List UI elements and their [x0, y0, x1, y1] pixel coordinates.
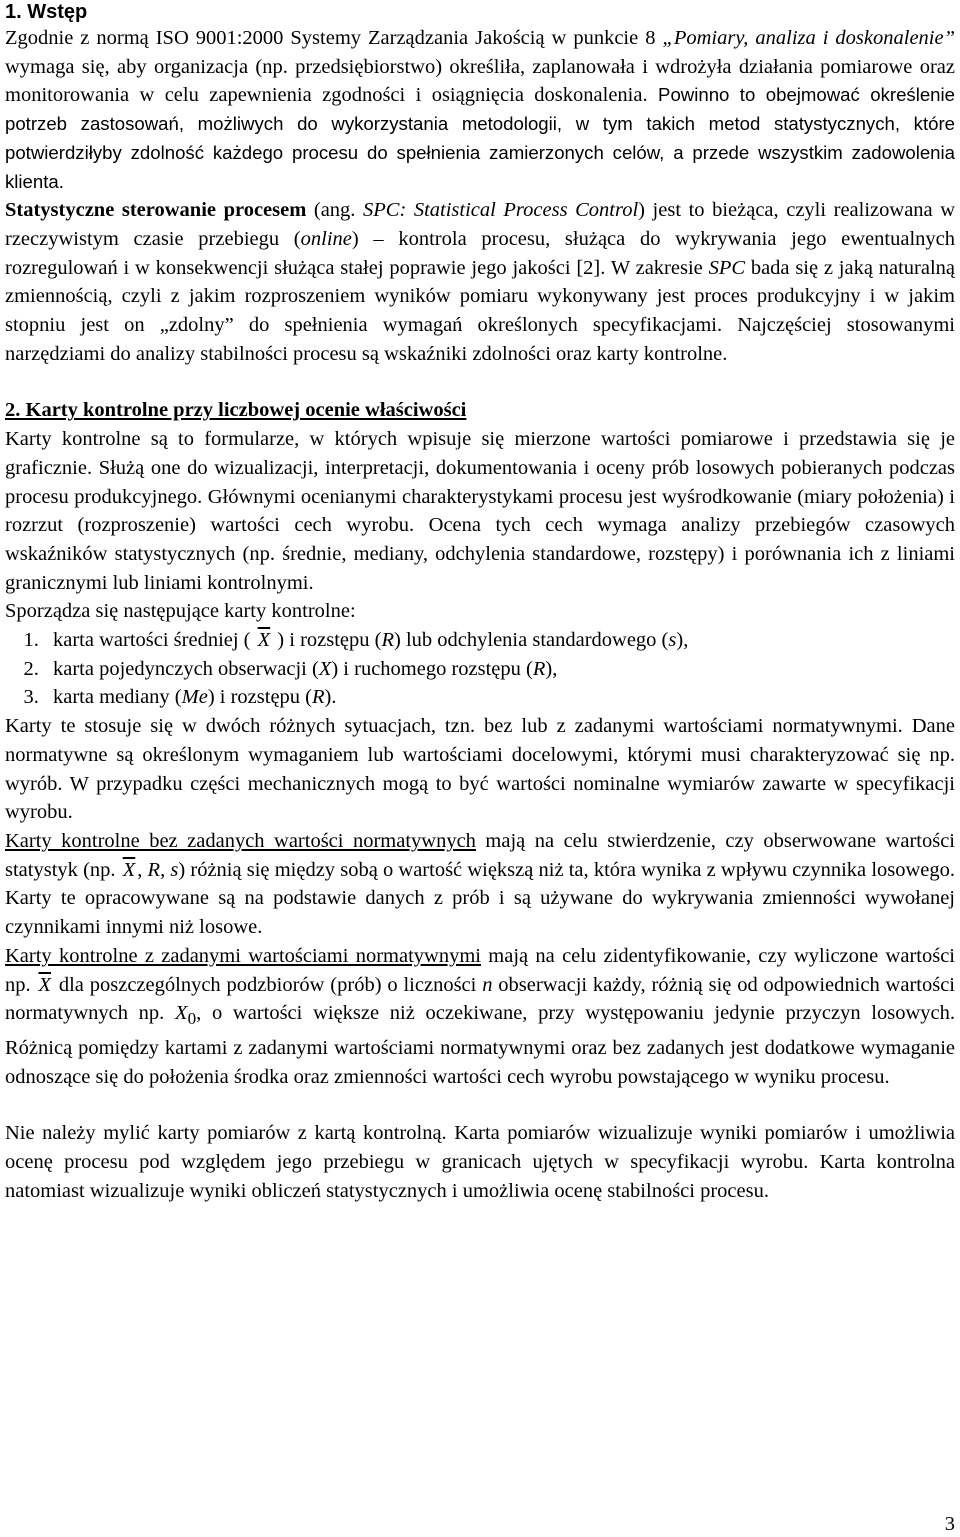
section-2-heading: 2. Karty kontrolne przy liczbowej ocenie właściwości: [5, 399, 467, 422]
section-2-paragraph-4: Karty kontrolne z zadanymi wartościami normatywnymi mają na celu zidentyfikowanie, czy wyliczone wartości np. $\overline{X}$ dla poszczególnych podzbiorów (prób) o liczności n obserwacji każdy, różnią się od odpowiednich wartości normatywnych np. $X_0$, o wartości większe niż oczekiwane, przy występowaniu jedynie przyczyn losowych. Różnicą pomiędzy kartami z zadanymi wartościami normatywnymi oraz bez zadanych jest dodatkowe wymaganie odnoszące się do położenia środka oraz zmienności wartości cech wyrobu powstającego w wyniku procesu.: [5, 944, 956, 1088]
section-1-paragraph-2: Statystyczne sterowanie procesem (ang. SPC: Statistical Process Control) jest to bieżąca, czyli realizowana w rzeczywistym czasie przebiegu (online) – kontrola procesu, służąca do wykrywania jego ewentualnych rozregulowań i w konsekwencji służąca stałej poprawie jego jakości [2]. W zakresie SPC bada się z jaką naturalną zmiennością, czyli z jakim rozproszeniem wyników pomiaru wykonywany jest proces produkcyjny i w jakim stopniu jest on „zdolny” do spełnienia wymagań określonych specyfikacjami. Najczęściej stosowanymi narzędziami do analizy stabilności procesu są wskaźniki zdolności oraz karty kontrolne.: [5, 199, 956, 365]
page-number: 3: [944, 1513, 955, 1535]
document-page: [5, 0, 955, 1206]
section-2-paragraph-1: Karty kontrolne są to formularze, w których wpisuje się mierzone wartości pomiarowe i przedstawia się je graficznie. Służą one do wizualizacji, interpretacji, dokumentowania i oceny prób losowych pobieranych podczas procesu produkcyjnego. Głównymi ocenianymi charakterystykami procesu jest wyśrodkowanie (miary położenia) i rozrzut (rozproszenie) wartości cech wyrobu. Ocena tych cech wymaga analizy przebiegów czasowych wskaźników statystycznych (np. średnie, mediany, odchylenia standardowe, rozstępy) i porównania ich z liniami granicznymi lub liniami kontrolnymi.: [5, 428, 955, 594]
section-2-paragraph-3: Karty kontrolne bez zadanych wartości normatywnych mają na celu stwierdzenie, czy obserwowane wartości statystyk (np. $\overline{X}$, R, s) różnią się między sobą o wartość większą niż ta, która wynika z wpływu czynnika losowego. Karty te opracowywane są na podstawie danych z prób i są używane do wykrywania zmienności wywołanej czynnikami innymi niż losowe.: [5, 829, 956, 939]
list-item: 3. karta mediany (Me) i rozstępu (R).: [44, 683, 955, 712]
section-1-heading: 1. Wstęp: [5, 1, 88, 23]
section-1-paragraph-1: Zgodnie z normą ISO 9001:2000 Systemy Zarządzania Jakością w punkcie 8 „Pomiary, analiza i doskonalenie” wymaga się, aby organizacja (np. przedsiębiorstwo) określiła, zaplanowała i wdrożyła działania pomiarowe oraz monitorowania w celu zapewnienia zgodności i osiągnięcia doskonalenia. Powinno to obejmować określenie potrzeb zastosowań, możliwych do wykorzystania metodologii, w tym takich metod statystycznych, które potwierdziłyby zdolność każdego procesu do spełnienia zamierzonych celów, a przede wszystkim zadowolenia klienta.: [5, 27, 955, 192]
list-intro: Sporządza się następujące karty kontrolne:: [5, 600, 356, 623]
list-item: 2. karta pojedynczych obserwacji (X) i ruchomego rozstępu (R),: [44, 655, 955, 684]
control-chart-list: [5, 626, 955, 712]
section-2-paragraph-5: Nie należy mylić karty pomiarów z kartą kontrolną. Karta pomiarów wizualizuje wyniki pomiarów i umożliwia ocenę procesu pod względem jego przebiegu w granicach ujętych w specyfikacji wyrobu. Karta kontrolna natomiast wizualizuje wyniki obliczeń statystycznych i umożliwia ocenę stabilności procesu.: [5, 1122, 955, 1202]
list-item: 1. karta wartości średniej ( $\overline{X}$ ) i rozstępu (R) lub odchylenia standardowego (s),: [44, 626, 955, 655]
section-2-paragraph-2: Karty te stosuje się w dwóch różnych sytuacjach, tzn. bez lub z zadanymi wartościami normatywnymi. Dane normatywne są określonym wymaganiem lub wartościami docelowymi, którymi musi charakteryzować się np. wyrób. W przypadku części mechanicznych mogą to być wartości nominalne wymiarów zawarte w specyfikacji wyrobu.: [5, 715, 955, 824]
